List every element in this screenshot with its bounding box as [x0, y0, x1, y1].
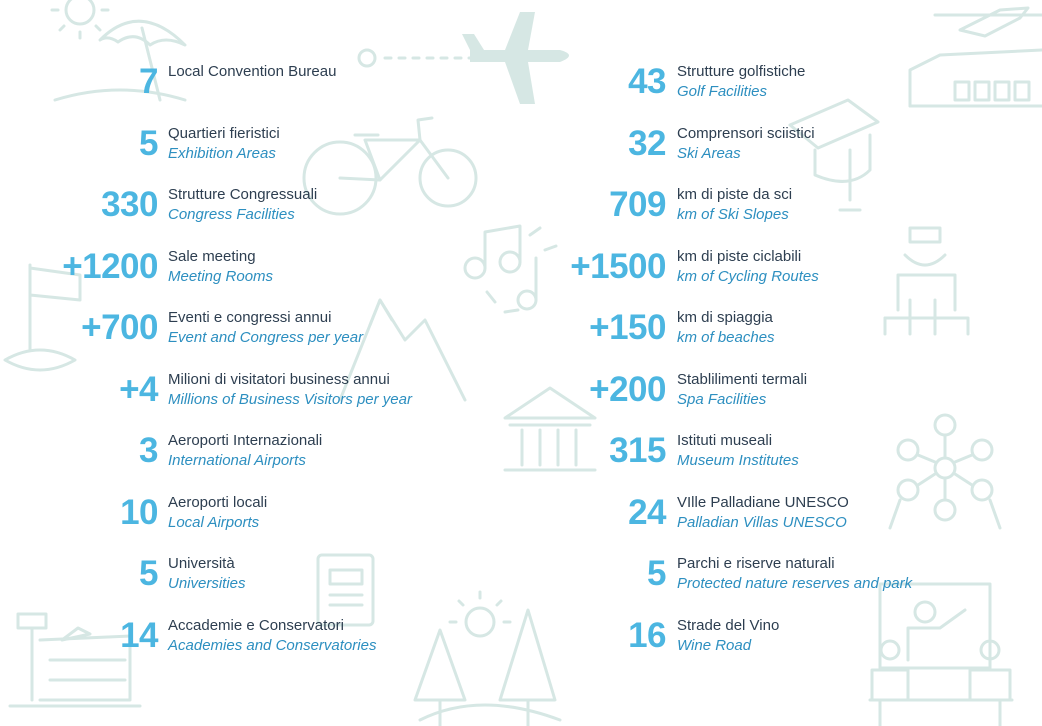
- stat-label-en: Academies and Conservatories: [168, 637, 377, 654]
- stat-label: [168, 308, 363, 348]
- person-icon: [885, 228, 968, 334]
- stat-label-it: VIlle Palladiane UNESCO: [677, 494, 849, 511]
- stat-label-en: Wine Road: [677, 637, 752, 654]
- stat-label-it: Istituti museali: [677, 432, 773, 449]
- stat-value: +1500: [570, 247, 666, 286]
- stat-label: [677, 493, 849, 533]
- stat-label-en: Golf Facilities: [677, 83, 768, 100]
- stat-label-en: Event and Congress per year: [168, 329, 364, 346]
- stat-label-it: km di piste ciclabili: [677, 248, 802, 265]
- stat-value: +150: [589, 308, 666, 347]
- stat-label-it: Comprensori sciistici: [677, 125, 815, 142]
- stat-value: 709: [609, 185, 666, 224]
- stat-label-it: Quartieri fieristici: [168, 125, 280, 142]
- stat-value: 43: [628, 62, 666, 101]
- stat-value: 32: [628, 124, 666, 163]
- stat-label-it: Aeroporti locali: [168, 494, 268, 511]
- stat-value: 16: [628, 616, 666, 655]
- stat-label: [168, 493, 267, 533]
- stat-label: [677, 185, 792, 225]
- stat-label: [168, 185, 317, 225]
- stat-label: [677, 124, 815, 164]
- stat-label: [168, 554, 246, 594]
- stat-value: 10: [120, 493, 158, 532]
- stat-label-en: Protected nature reserves and park: [677, 575, 913, 592]
- stat-label: [677, 370, 807, 410]
- stat-label: [677, 247, 819, 287]
- atomium-icon: [890, 415, 1000, 528]
- stat-value: 14: [120, 616, 158, 655]
- stat-label-it: Sale meeting: [168, 248, 256, 265]
- stat-label-en: km of beaches: [677, 329, 775, 346]
- stat-label: [677, 308, 775, 348]
- stat-label: [677, 616, 779, 656]
- stat-label: [168, 370, 412, 410]
- stat-label-it: km di spiaggia: [677, 309, 773, 326]
- stat-label-en: Exhibition Areas: [168, 145, 276, 162]
- stat-value: 7: [139, 62, 158, 101]
- stat-label-it: Milioni di visitatori business annui: [168, 371, 390, 388]
- stat-label-en: Millions of Business Visitors per year: [168, 391, 412, 408]
- stat-label-en: Congress Facilities: [168, 206, 295, 223]
- stat-value: 5: [647, 554, 666, 593]
- stat-label-it: Strutture Congressuali: [168, 186, 318, 203]
- stat-label-en: Meeting Rooms: [168, 268, 274, 285]
- stat-label-en: km of Ski Slopes: [677, 206, 789, 223]
- stat-label-en: Museum Institutes: [677, 452, 799, 469]
- stat-label-it: Local Convention Bureau: [168, 63, 337, 80]
- stat-label: [677, 431, 799, 471]
- trees-icon: [415, 592, 560, 726]
- stat-label-it: Aeroporti Internazionali: [168, 432, 323, 449]
- stat-label: [168, 431, 322, 471]
- stat-value: 24: [628, 493, 666, 532]
- stat-label-it: Eventi e congressi annui: [168, 309, 332, 326]
- stat-label: [677, 62, 805, 102]
- stat-value: +200: [589, 370, 666, 409]
- stat-label: [677, 554, 912, 594]
- book-icon: [318, 555, 373, 625]
- stat-label-it: Stablilimenti termali: [677, 371, 808, 388]
- stat-value: 330: [101, 185, 158, 224]
- airport-building-icon: [910, 8, 1042, 106]
- stat-label-it: km di piste da sci: [677, 186, 793, 203]
- stat-label-en: Spa Facilities: [677, 391, 767, 408]
- sun-icon: [52, 0, 108, 38]
- stat-value: +700: [81, 308, 158, 347]
- stat-label-en: km of Cycling Routes: [677, 268, 819, 285]
- stat-label-en: International Airports: [168, 452, 306, 469]
- bicycle-icon: [304, 118, 476, 214]
- stat-label: [168, 616, 376, 656]
- stat-value: +1200: [62, 247, 158, 286]
- stat-label-it: Strade del Vino: [677, 617, 780, 634]
- stat-label-en: Universities: [168, 575, 246, 592]
- stat-label-en: Local Airports: [168, 514, 260, 531]
- stat-label-en: Ski Areas: [677, 145, 741, 162]
- stat-label-it: Parchi e riserve naturali: [677, 555, 835, 572]
- stat-label-en: Palladian Villas UNESCO: [677, 514, 847, 531]
- stat-label: [168, 247, 273, 287]
- stat-label: [168, 62, 336, 82]
- classroom-icon: [870, 584, 1012, 726]
- stat-value: +4: [119, 370, 158, 409]
- stat-value: 315: [609, 431, 666, 470]
- stat-label: [168, 124, 280, 164]
- stat-value: 5: [139, 554, 158, 593]
- stat-label-it: Strutture golfistiche: [677, 63, 806, 80]
- stat-label-it: Accademie e Conservatori: [168, 617, 344, 634]
- stat-value: 3: [139, 431, 158, 470]
- stat-label-it: Università: [168, 555, 235, 572]
- stat-value: 5: [139, 124, 158, 163]
